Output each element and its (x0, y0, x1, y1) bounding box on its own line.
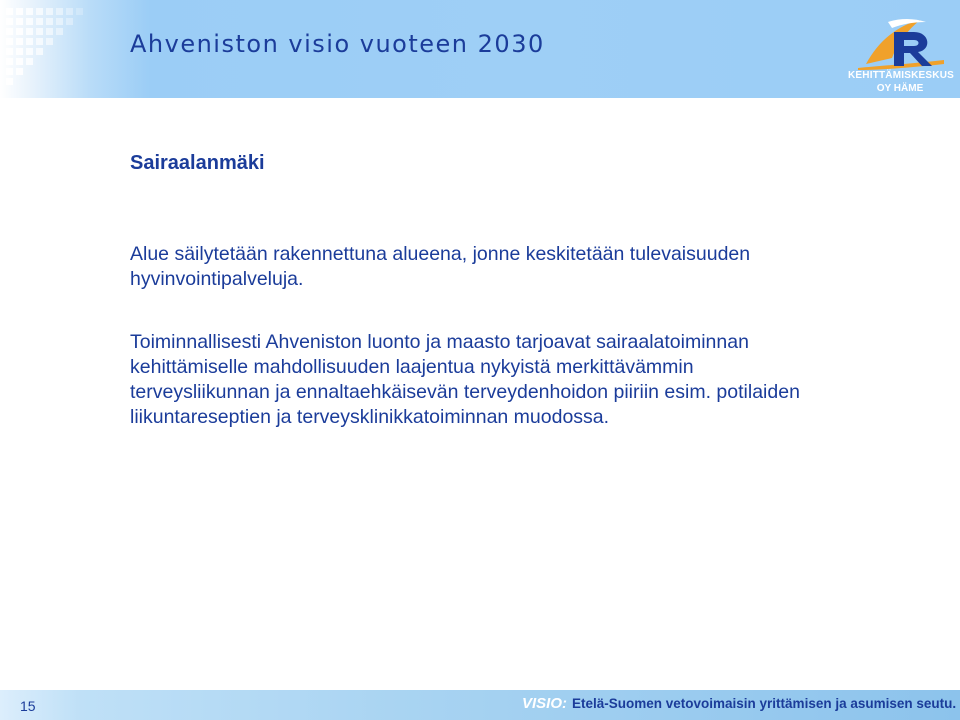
slide-title: Ahveniston visio vuoteen 2030 (130, 30, 545, 58)
decorative-square (16, 68, 23, 75)
decorative-square (26, 28, 33, 35)
decorative-square (46, 38, 53, 45)
section-heading: Sairaalanmäki (130, 152, 265, 174)
decorative-square (6, 18, 13, 25)
decorative-square (6, 38, 13, 45)
decorative-square (26, 18, 33, 25)
decorative-square (76, 8, 83, 15)
decorative-square (6, 68, 13, 75)
decorative-square (26, 58, 33, 65)
decorative-square (56, 18, 63, 25)
decorative-square (6, 8, 13, 15)
decorative-square (36, 48, 43, 55)
page-number: 15 (20, 698, 36, 714)
decorative-square (16, 8, 23, 15)
logo-text-line2: OY HÄME (876, 83, 924, 94)
footer-slogan: Etelä-Suomen vetovoimaisin yrittämisen ja asumisen seutu. (572, 696, 957, 711)
logo-text-line1: KEHITTÄMISKESKUS (848, 70, 954, 81)
decorative-square (56, 8, 63, 15)
decorative-square (36, 28, 43, 35)
decorative-square (66, 8, 73, 15)
decorative-square (16, 48, 23, 55)
decorative-square (26, 38, 33, 45)
decorative-square (16, 28, 23, 35)
footer-brand: VISIO: (522, 695, 568, 712)
decorative-square (46, 28, 53, 35)
decorative-square (16, 38, 23, 45)
decorative-square (6, 58, 13, 65)
decorative-square (16, 58, 23, 65)
header-bar (0, 0, 960, 98)
decorative-square (6, 48, 13, 55)
decorative-square (26, 48, 33, 55)
decorative-square (6, 28, 13, 35)
decorative-squares (6, 8, 86, 88)
decorative-square (56, 28, 63, 35)
paragraph-2: Toiminnallisesti Ahveniston luonto ja maasto tarjoavat sairaalatoiminnan kehittämiselle mahdollisuuden laajentua nykyistä merkittävämmin terveysliikunnan ja ennaltaehkäisevän terveydenhoidon piiriin esim. potilaiden liikuntareseptien ja terveysklinikkatoiminnan muodossa. (130, 331, 800, 428)
company-logo (848, 12, 952, 96)
paragraph-1: Alue säilytetään rakennettuna alueena, jonne keskitetään tulevaisuuden hyvinvointipalveluja. (130, 243, 751, 290)
decorative-square (36, 18, 43, 25)
footer-bar (0, 690, 960, 720)
decorative-square (26, 8, 33, 15)
decorative-square (66, 18, 73, 25)
decorative-square (6, 78, 13, 85)
decorative-square (46, 8, 53, 15)
decorative-square (36, 8, 43, 15)
decorative-square (36, 38, 43, 45)
decorative-square (46, 18, 53, 25)
decorative-square (16, 18, 23, 25)
logo-icon (848, 12, 952, 72)
